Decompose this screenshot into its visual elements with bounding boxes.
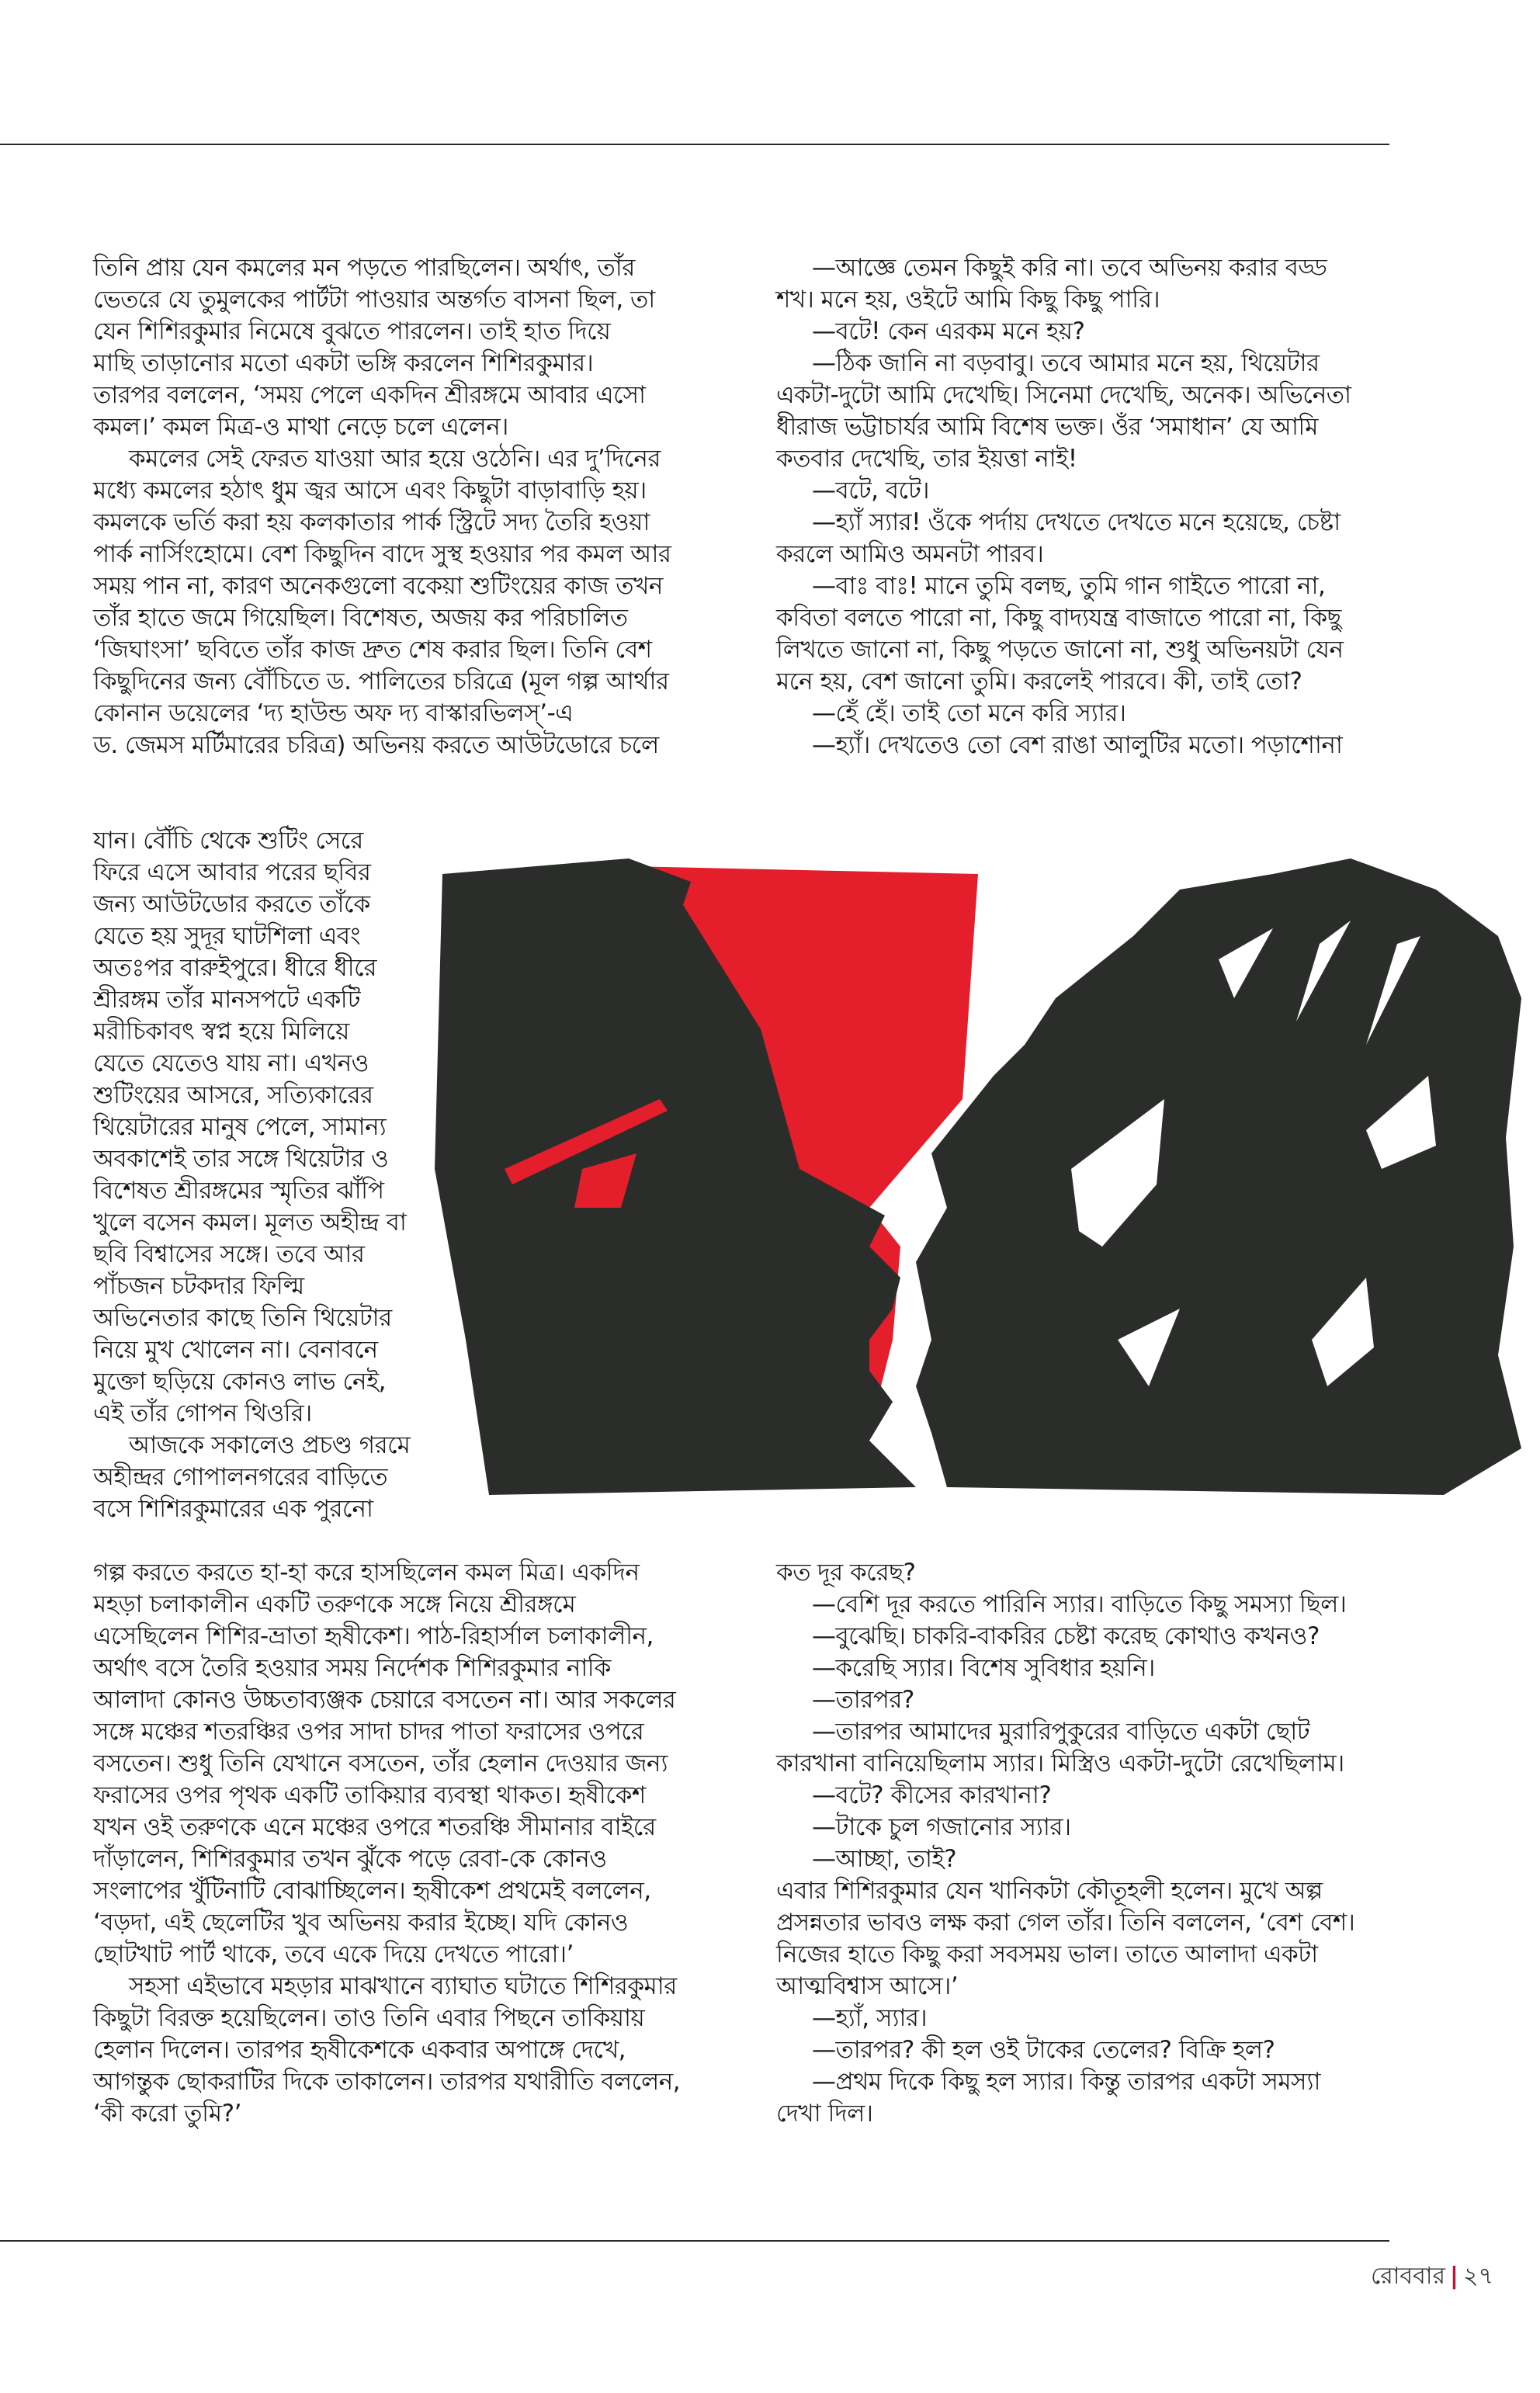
page-number: ২৭ (1462, 2263, 1493, 2290)
right-column-bottom (776, 1557, 1354, 2130)
text-line: —বটে, বটে। (812, 477, 929, 505)
text-line: অহীন্দ্রর গোপালনগরের বাড়িতে (93, 1463, 388, 1491)
text-line: ছবি বিশ্বাসের সঙ্গে। তবে আর (93, 1240, 365, 1268)
text-line: সংলাপের খুঁটিনাটি বোঝাচ্ছিলেন। হৃষীকেশ প্রথমেই বললেন, (93, 1877, 651, 1905)
text-line: মরীচিকাবৎ স্বপ্ন হয়ে মিলিয়ে (93, 1018, 349, 1046)
text-line: কিছুদিনের জন্য বৌঁচিতে ড. পালিতের চরিত্রে (মূল গল্প আর্থার (93, 668, 669, 695)
paper-cut-illustration (435, 843, 1529, 1495)
paper-cut-art (435, 843, 1529, 1495)
text-line: আগন্তুক ছোকরাটির দিকে তাকালেন। তারপর যথারীতি বললেন, (93, 2068, 681, 2096)
text-line: কমল।’ কমল মিত্র-ও মাথা নেড়ে চলে এলেন। (93, 413, 508, 441)
text-line: কিছুটা বিরক্ত হয়েছিলেন। তাও তিনি এবার পিছনে তাকিয়ায় (93, 2004, 645, 2032)
text-line: এসেছিলেন শিশির-ভ্রাতা হৃষীকেশ। পাঠ-রিহার্সাল চলাকালীন, (93, 1622, 654, 1650)
text-line: —ঠিক জানি না বড়বাবু। তবে আমার মনে হয়, থিয়েটার (812, 349, 1320, 377)
text-line: ফরাসের ওপর পৃথক একটি তাকিয়ার ব্যবস্থা থাকত। হৃষীকেশ (93, 1781, 646, 1809)
text-line: আত্মবিশ্বাস আসে।’ (776, 1972, 959, 2000)
text-line: কমলকে ভর্তি করা হয় কলকাতার পার্ক স্ট্রিটে সদ্য তৈরি হওয়া (93, 508, 650, 536)
text-line: —তারপর আমাদের মুরারিপুকুরের বাড়িতে একটা ছোট (812, 1718, 1310, 1746)
text-line: পাঁচজন চটকদার ফিল্মি (93, 1272, 304, 1300)
text-line: কমলের সেই ফেরত যাওয়া আর হয়ে ওঠেনি। এর দু’দিনের (129, 445, 661, 473)
text-line: —বেশি দূর করতে পারিনি স্যার। বাড়িতে কিছু সমস্যা ছিল। (812, 1590, 1347, 1618)
text-line: অতঃপর বারুইপুরে। ধীরে ধীরে (93, 954, 377, 982)
text-line: তিনি প্রায় যেন কমলের মন পড়তে পারছিলেন। অর্থাৎ, তাঁর (93, 254, 635, 282)
left-column-bottom (93, 1557, 680, 2130)
text-line: মুক্তো ছড়িয়ে কোনও লাভ নেই, (93, 1368, 387, 1396)
left-column-top (93, 252, 671, 761)
text-line: থিয়েটারের মানুষ পেলে, সামান্য (93, 1113, 387, 1141)
text-line: যেতে যেতেও যায় না। এখনও (93, 1049, 369, 1077)
text-line: —প্রথম দিকে কিছু হল স্যার। কিন্তু তারপর একটা সমস্যা (812, 2068, 1320, 2096)
text-line: সময় পান না, কারণ অনেকগুলো বকেয়া শুটিংয়ের কাজ তখন (93, 572, 663, 600)
text-line: সহসা এইভাবে মহড়ার মাঝখানে ব্যাঘাত ঘটাতে শিশিরকুমার (129, 1972, 677, 2000)
text-line: —তারপর? (812, 1686, 914, 1714)
text-line: —বটে! কেন এরকম মনে হয়? (812, 317, 1085, 345)
text-line: কবিতা বলতে পারো না, কিছু বাদ্যযন্ত্র বাজাতে পারো না, কিছু (776, 604, 1341, 632)
text-line: কতবার দেখেছি, তার ইয়ত্তা নাই! (776, 445, 1077, 473)
text-line: বসতেন। শুধু তিনি যেখানে বসতেন, তাঁর হেলান দেওয়ার জন্য (93, 1750, 668, 1777)
text-line: মাছি তাড়ানোর মতো একটা ভঙ্গি করলেন শিশিরকুমার। (93, 349, 594, 377)
text-line: এই তাঁর গোপন থিওরি। (93, 1399, 312, 1427)
right-column-top (776, 252, 1351, 761)
text-line: নিজের হাতে কিছু করা সবসময় ভাল। তাতে আলাদা একটা (776, 1940, 1318, 1968)
text-line: দেখা দিল। (776, 2100, 873, 2128)
text-line: —বুঝেছি। চাকরি-বাকরির চেষ্টা করেছ কোথাও কখনও? (812, 1622, 1320, 1650)
text-line: শখ। মনে হয়, ওইটে আমি কিছু কিছু পারি। (776, 286, 1160, 314)
text-line: মহড়া চলাকালীন একটি তরুণকে সঙ্গে নিয়ে শ্রীরঙ্গমে (93, 1590, 576, 1618)
text-line: —হ্যাঁ স্যার! ওঁকে পর্দায় দেখতে দেখতে মনে হয়েছে, চেষ্টা (812, 508, 1341, 536)
magazine-name: রোববার (1371, 2263, 1446, 2290)
text-line: লিখতে জানো না, কিছু পড়তে জানো না, শুধু অভিনয়টা যেন (776, 636, 1344, 664)
text-line: —করেছি স্যার। বিশেষ সুবিধার হয়নি। (812, 1654, 1155, 1682)
left-column-narrow (93, 825, 410, 1525)
text-line: যান। বৌঁচি থেকে শুটিং সেরে (93, 827, 363, 855)
text-line: যখন ওই তরুণকে এনে মঞ্চের ওপরে শতরঞ্চি সীমানার বাইরে (93, 1813, 656, 1841)
text-line: —আচ্ছা, তাই? (812, 1845, 957, 1873)
page-footer (1371, 2257, 1493, 2297)
text-line: ‘কী করো তুমি?’ (93, 2100, 241, 2128)
text-line: ড. জেমস মর্টিমারের চরিত্র) অভিনয় করতে আউটডোরে চলে (93, 731, 659, 759)
text-line: কত দূর করেছ? (776, 1559, 916, 1587)
right-silhouette (916, 858, 1521, 1495)
text-line: —হেঁ হেঁ। তাই তো মনে করি স্যার। (812, 699, 1126, 727)
text-line: ফিরে এসে আবার পরের ছবির (93, 858, 371, 886)
bottom-rule (0, 2240, 1389, 2242)
text-line: ধীরাজ ভট্টাচার্যর আমি বিশেষ ভক্ত। ওঁর ‘সমাধান’ যে আমি (776, 413, 1318, 441)
text-line: তাঁর হাতে জমে গিয়েছিল। বিশেষত, অজয় কর পরিচালিত (93, 604, 628, 632)
text-line: —বাঃ বাঃ! মানে তুমি বলছ, তুমি গান গাইতে পারো না, (812, 572, 1326, 600)
text-line: যেন শিশিরকুমার নিমেষে বুঝতে পারলেন। তাই হাত দিয়ে (93, 317, 611, 345)
text-line: একটা-দুটো আমি দেখেছি। সিনেমা দেখেছি, অনেক। অভিনেতা (776, 381, 1351, 409)
text-line: ভেতরে যে তুমুলকের পার্টটা পাওয়ার অন্তর্গত বাসনা ছিল, তা (93, 286, 655, 314)
text-line: সঙ্গে মঞ্চের শতরঞ্চির ওপর সাদা চাদর পাতা ফরাসের ওপরে (93, 1718, 644, 1746)
text-line: এবার শিশিরকুমার যেন খানিকটা কৌতূহলী হলেন। মুখে অল্প (776, 1877, 1323, 1905)
text-line: ‘জিঘাংসা’ ছবিতে তাঁর কাজ দ্রুত শেষ করার ছিল। তিনি বেশ (93, 636, 652, 664)
text-line: নিয়ে মুখ খোলেন না। বেনাবনে (93, 1336, 378, 1364)
text-line: আজকে সকালেও প্রচণ্ড গরমে (129, 1431, 411, 1459)
text-line: তারপর বললেন, ‘সময় পেলে একদিন শ্রীরঙ্গমে আবার এসো (93, 381, 646, 409)
text-line: জন্য আউটডোর করতে তাঁকে (93, 890, 370, 918)
text-line: অর্থাৎ বসে তৈরি হওয়ার সময় নির্দেশক শিশিরকুমার নাকি (93, 1654, 611, 1682)
text-line: আলাদা কোনও উচ্চতাব্যঞ্জক চেয়ারে বসতেন না। আর সকলের (93, 1686, 676, 1714)
text-line: পার্ক নার্সিংহোমে। বেশ কিছুদিন বাদে সুস্থ হওয়ার পর কমল আর (93, 540, 671, 568)
text-line: প্রসন্নতার ভাবও লক্ষ করা গেল তাঁর। তিনি বললেন, ‘বেশ বেশ। (776, 1909, 1355, 1937)
text-line: কোনান ডয়েলের ‘দ্য হাউন্ড অফ দ্য বাস্কারভিলস্’-এ (93, 699, 574, 727)
text-line: শ্রীরঙ্গম তাঁর মানসপটে একটি (93, 986, 361, 1014)
text-line: বসে শিশিরকুমারের এক পুরনো (93, 1495, 373, 1523)
top-rule (0, 144, 1389, 145)
text-line: গল্প করতে করতে হা-হা করে হাসছিলেন কমল মিত্র। একদিন (93, 1559, 640, 1587)
text-line: শুটিংয়ের আসরে, সত্যিকারের (93, 1081, 373, 1109)
text-line: খুলে বসেন কমল। মূলত অহীন্দ্র বা (93, 1209, 407, 1236)
text-line: —বটে? কীসের কারখানা? (812, 1781, 1052, 1809)
text-line: —তারপর? কী হল ওই টাকের তেলের? বিক্রি হল? (812, 2036, 1275, 2064)
text-line: মনে হয়, বেশ জানো তুমি। করলেই পারবে। কী, তাই তো? (776, 668, 1302, 695)
text-line: ছোটখাট পার্ট থাকে, তবে একে দিয়ে দেখতে পারো।’ (93, 1940, 574, 1968)
text-line: কারখানা বানিয়েছিলাম স্যার। মিস্ত্রিও একটা-দুটো রেখেছিলাম। (776, 1750, 1344, 1777)
text-line: বিশেষত শ্রীরঙ্গমের স্মৃতির ঝাঁপি (93, 1177, 384, 1205)
text-line: মধ্যে কমলের হঠাৎ ধুম জ্বর আসে এবং কিছুটা বাড়াবাড়ি হয়। (93, 477, 647, 505)
text-line: যেতে হয় সুদূর ঘাটশিলা এবং (93, 922, 360, 950)
text-line: অভিনেতার কাছে তিনি থিয়েটার (93, 1304, 392, 1332)
text-line: অবকাশেই তার সঙ্গে থিয়েটার ও (93, 1145, 389, 1173)
text-line: —হ্যাঁ, স্যার। (812, 2004, 928, 2032)
footer-separator: | (1450, 2263, 1458, 2290)
text-line: দাঁড়ালেন, শিশিরকুমার তখন ঝুঁকে পড়ে রেবা-কে কোনও (93, 1845, 607, 1873)
text-line: হেলান দিলেন। তারপর হৃষীকেশকে একবার অপাঙ্গে দেখে, (93, 2036, 626, 2064)
text-line: —হ্যাঁ। দেখতেও তো বেশ রাঙা আলুটির মতো। পড়াশোনা (812, 731, 1343, 759)
text-line: ‘বড়দা, এই ছেলেটির খুব অভিনয় করার ইচ্ছে। যদি কোনও (93, 1909, 629, 1937)
text-line: —আজ্ঞে তেমন কিছুই করি না। তবে অভিনয় করার বড্ড (812, 254, 1327, 282)
text-line: —টাকে চুল গজানোর স্যার। (812, 1813, 1071, 1841)
text-line: করলে আমিও অমনটা পারব। (776, 540, 1044, 568)
